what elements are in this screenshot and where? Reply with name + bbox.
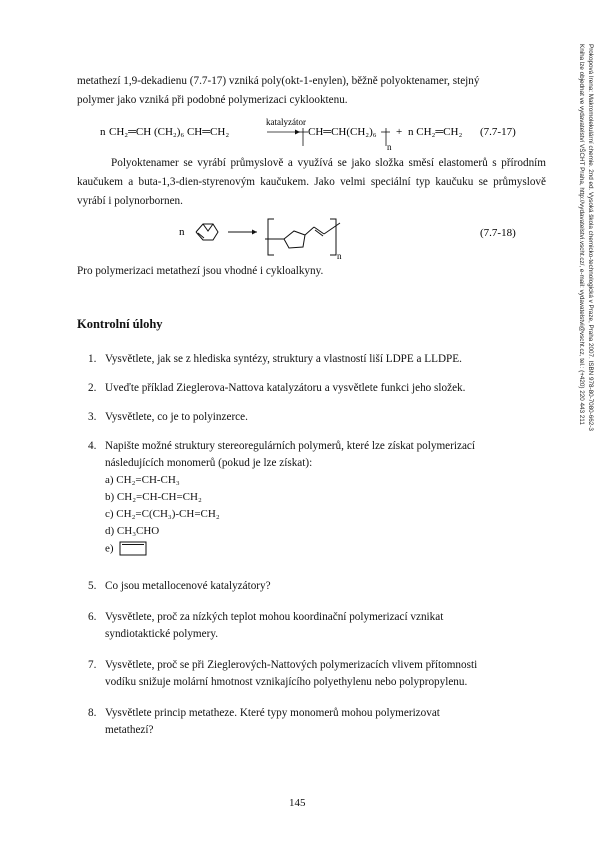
question-4-line-2: následujících monomerů (pokud je lze získat): bbox=[105, 457, 313, 469]
eq1-product: CH═CH(CH₂)₆ bbox=[308, 126, 377, 138]
question-6-number: 6. bbox=[88, 611, 97, 623]
eq2-number: (7.7-18) bbox=[480, 227, 516, 239]
question-1-text: Vysvětlete, jak se z hlediska syntézy, struktury a vlastností liší LDPE a LLDPE. bbox=[105, 353, 462, 365]
cyclobutene-icon bbox=[116, 540, 150, 558]
intro-paragraph bbox=[77, 72, 546, 110]
eq2-bracket-right bbox=[330, 219, 336, 255]
question-2-text: Uveďte příklad Zieglerova-Nattova katalyzátoru a vysvětlete funkci jeho složek. bbox=[105, 382, 466, 394]
question-4-number: 4. bbox=[88, 440, 97, 452]
eq2-bracket-left bbox=[268, 219, 274, 255]
question-2-number: 2. bbox=[88, 382, 97, 394]
eq1-product-n: n bbox=[387, 142, 392, 152]
eq1-catalyst: katalyzátor bbox=[266, 117, 306, 127]
eq1-lhs: CH₂═CH (CH₂)₆ CH═CH₂ bbox=[109, 126, 230, 138]
equation-7-7-17 bbox=[100, 116, 550, 156]
question-5-text: Co jsou metallocenové katalyzátory? bbox=[105, 580, 271, 592]
question-8-number: 8. bbox=[88, 707, 97, 719]
eq2-arrow-head bbox=[252, 230, 257, 235]
question-1-number: 1. bbox=[88, 353, 97, 365]
paragraph-cykloalkyny: Pro polymerizaci metathezí jsou vhodné i cykloalkyny. bbox=[77, 265, 324, 277]
question-6-line-2: syndiotaktické polymery. bbox=[105, 628, 218, 640]
equation-7-7-17-svg bbox=[100, 116, 550, 156]
eq1-number: (7.7-17) bbox=[480, 126, 516, 138]
eq2-n: n bbox=[179, 226, 185, 238]
question-4-item-c: c) CH₂=C(CH₃)-CH=CH₂ bbox=[105, 508, 220, 520]
question-3-number: 3. bbox=[88, 411, 97, 423]
polynorbornen-unit bbox=[265, 223, 340, 248]
eq1-byproduct: n CH₂═CH₂ bbox=[408, 126, 463, 138]
question-4-item-e bbox=[105, 540, 545, 558]
equation-7-7-18-svg bbox=[150, 213, 550, 263]
side-line-1: Prokopová Irena: Makromolekulární chemie. 2nd ed. Vysoká škola chemicko-technologická v Praze, Praha 2007. ISBN 978-80-7080-662-3 bbox=[587, 44, 594, 431]
eq1-lhs-n: n bbox=[100, 126, 106, 138]
intro-line-1: metathezí 1,9-dekadienu (7.7-17) vzniká poly(okt-1-enylen), běžně polyoktenamer, stejný bbox=[77, 75, 480, 87]
question-4-item-d: d) CH₃CHO bbox=[105, 525, 160, 537]
norbornene-structure bbox=[196, 224, 218, 240]
question-4-item-a: a) CH₂=CH-CH₃ bbox=[105, 474, 180, 486]
question-6-line-1: Vysvětlete, proč za nízkých teplot mohou koordinační polymerizací vznikat bbox=[105, 611, 444, 623]
question-4-item-b: b) CH₂=CH-CH=CH₂ bbox=[105, 491, 202, 503]
eq2-n-sub: n bbox=[337, 251, 342, 261]
question-7-line-2: vodíku snižuje molární hmotnost vznikajícího polyethylenu nebo polypropylenu. bbox=[105, 676, 468, 688]
page-number: 145 bbox=[289, 797, 306, 809]
question-4-item-e-label: e) bbox=[105, 542, 114, 555]
side-line-2: Kniha lze objednat ve vydavatelství VŠCHT Praha, http://vydavatelstvi.vscht.cz/, e-mail: vydavatelstvi@vscht.cz, tel.: (+420) 220 443 211 bbox=[578, 44, 585, 425]
question-8-line-1: Vysvětlete princip metatheze. Které typy monomerů mohou polymerizovat bbox=[105, 707, 440, 719]
side-publisher-note bbox=[577, 44, 594, 584]
question-3-text: Vysvětlete, co je to polyinzerce. bbox=[105, 411, 248, 423]
intro-line-2: polymer jako vzniká při podobné polymerizaci cyklooktenu. bbox=[77, 94, 348, 106]
equation-7-7-18 bbox=[150, 213, 550, 263]
eq1-plus: + bbox=[396, 126, 403, 138]
question-4-line-1: Napište možné struktury stereoregulárních polymerů, které lze získat polymerizací bbox=[105, 440, 475, 452]
section-heading: Kontrolní úlohy bbox=[77, 317, 163, 331]
question-5-number: 5. bbox=[88, 580, 97, 592]
paragraph-polyoktenamer: Polyoktenamer se vyrábí průmyslově a využívá se jako složka směsí elastomerů s přírodním kaučukem a buta-1,3-dien-styrenovým kaučukem. Jako velmi speciální typ kaučuku se průmyslově vyrábí i polynorbornen. bbox=[77, 157, 546, 207]
question-8-line-2: metathezí? bbox=[105, 724, 154, 736]
question-7-line-1: Vysvětlete, proč se při Zieglerových-Nattových polymerizacích vlivem přítomnosti bbox=[105, 659, 478, 671]
question-7-number: 7. bbox=[88, 659, 97, 671]
